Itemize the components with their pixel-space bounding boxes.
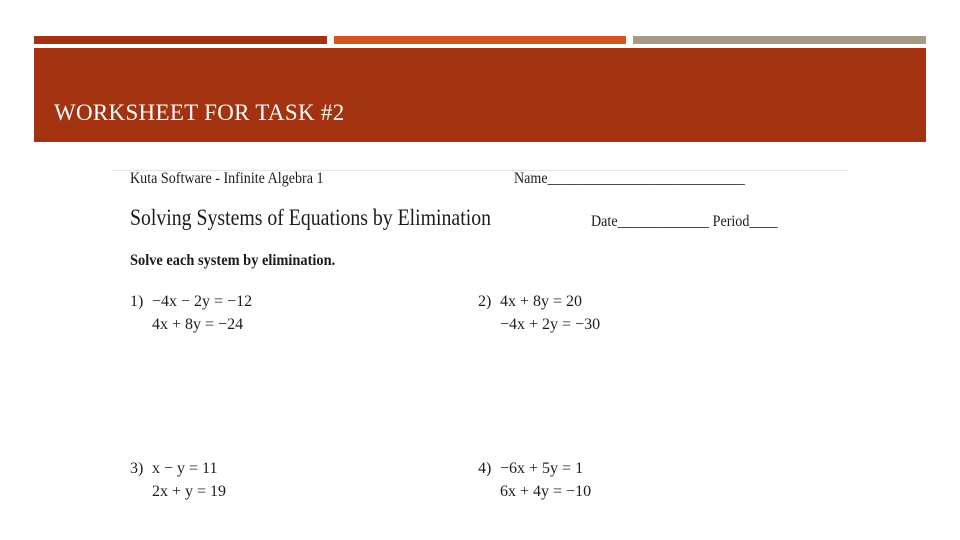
equation-1: −4x − 2y = −12 [152,293,253,310]
accent-bar-right [633,36,926,44]
name-field: Name____________________________ [514,170,745,187]
equation-1: −6x + 5y = 1 [500,460,584,477]
equation-2: 6x + 4y = −10 [500,483,592,500]
equation-2: 2x + y = 19 [152,483,227,500]
slide-title: WORKSHEET FOR TASK #2 [54,100,345,125]
worksheet-instructions: Solve each system by elimination. [130,252,336,269]
equation-1: x − y = 11 [152,460,218,477]
worksheet-publisher: Kuta Software - Infinite Algebra 1 [130,170,324,187]
worksheet-title: Solving Systems of Equations by Elimination [130,205,491,230]
problem-number: 3) [130,460,144,477]
worksheet-image [112,170,848,530]
problem-number: 1) [130,293,144,310]
date-period-field: Date_____________ Period____ [591,213,778,230]
accent-bar-left [34,36,327,44]
problem-number: 2) [478,293,492,310]
accent-bar-middle [334,36,626,44]
equation-2: 4x + 8y = −24 [152,316,244,333]
title-banner [34,48,926,142]
problem-number: 4) [478,460,492,477]
equation-1: 4x + 8y = 20 [500,293,583,310]
equation-2: −4x + 2y = −30 [500,316,601,333]
